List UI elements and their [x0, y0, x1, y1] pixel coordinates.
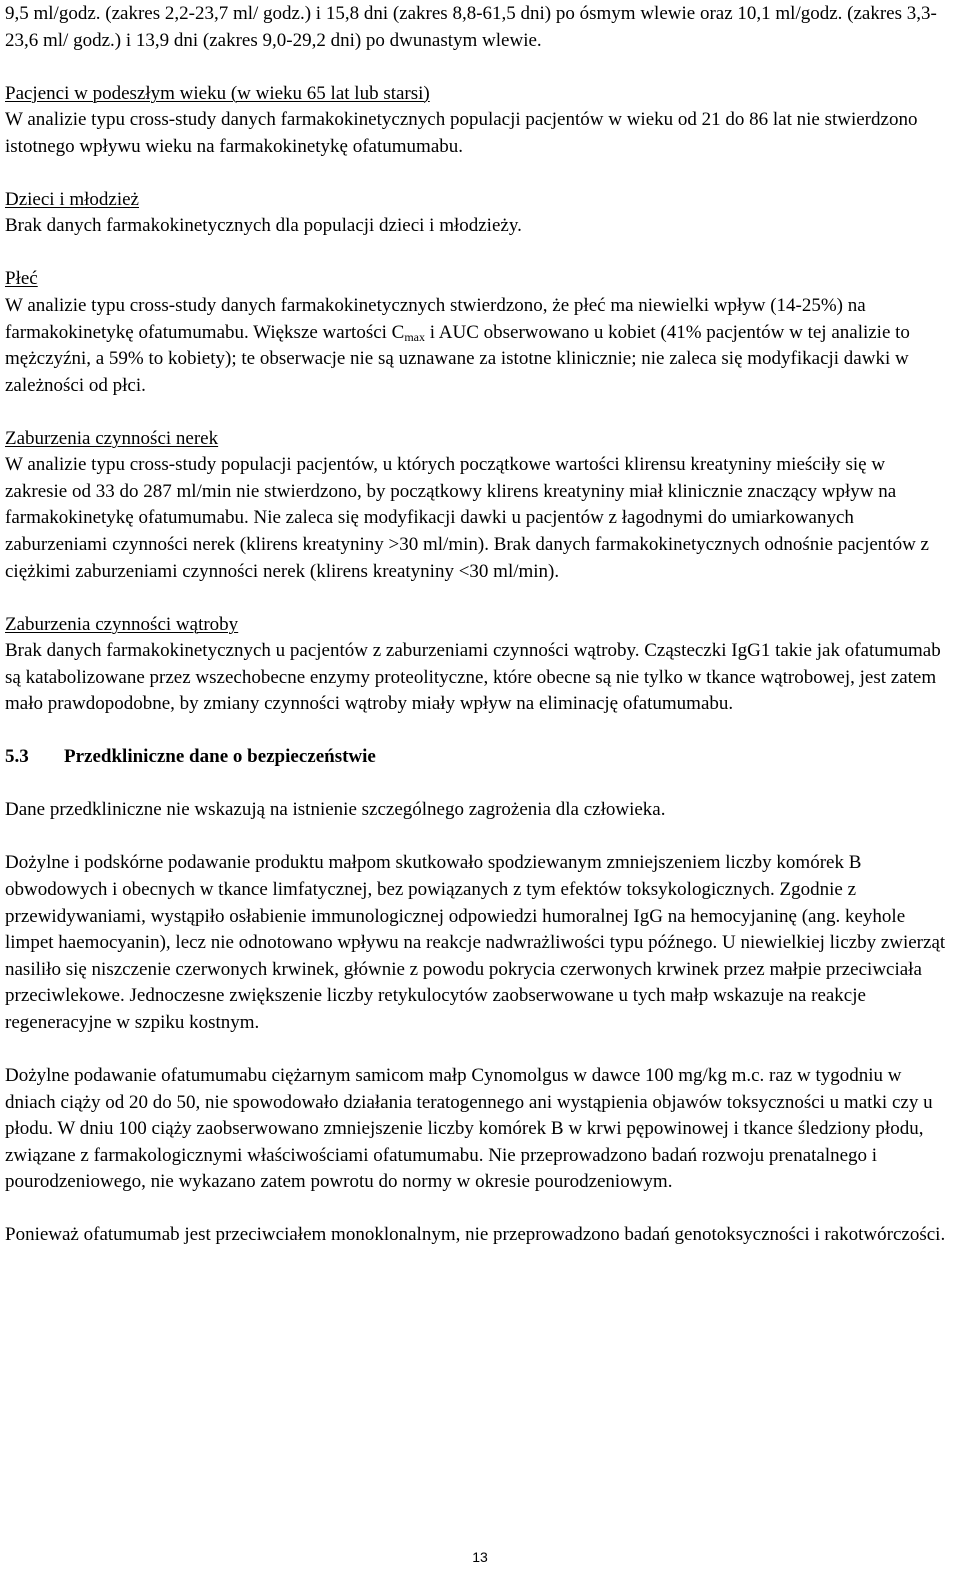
renal-heading: Zaburzenia czynności nerek — [5, 427, 219, 449]
renal-text: W analizie typu cross-study populacji pacjentów, u których początkowe wartości klirensu kreatyniny mieściły się w zakresie od 33 do 287 ml/min nie stwierdzono, by początkowy klirens kreatyniny miał klinicznie znaczący wpływ na farmakokinetykę ofatumumabu. Nie zaleca się modyfikacji dawki u pacjentów z łagodnymi do umiarkowanych zaburzeniami czynności nerek (klirens kreatyniny >30 ml/min). Brak danych farmakokinetycznych odnośnie pacjentów z ciężkimi zaburzeniami czynności nerek (klirens kreatyniny <30 ml/min). — [5, 454, 929, 582]
elderly-heading: Pacjenci w podeszłym wieku (w wieku 65 lat lub starsi) — [5, 82, 430, 104]
section-title: Przedkliniczne dane o bezpieczeństwie — [64, 746, 376, 768]
document-page — [5, 0, 950, 1275]
hepatic-heading: Zaburzenia czynności wątroby — [5, 613, 239, 635]
hepatic-text: Brak danych farmakokinetycznych u pacjentów z zaburzeniami czynności wątroby. Cząsteczki IgG1 takie jak ofatumumab są katabolizowane przez wszechobecne enzymy proteolityczne, które obecne są nie tylko w tkance wątrobowej, jest zatem mało prawdopodobne, by zmiany czynności wątroby miały wpływ na eliminację ofatumumabu. — [5, 640, 941, 715]
preclinical-text-4: Ponieważ ofatumumab jest przeciwciałem monoklonalnym, nie przeprowadzono badań genotoksyczności i rakotwórczości. — [5, 1224, 946, 1246]
preclinical-paragraph-1 — [5, 797, 950, 824]
intro-text: 9,5 ml/godz. (zakres 2,2-23,7 ml/ godz.) i 15,8 dni (zakres 8,8-61,5 dni) po ósmym wlewie oraz 10,1 ml/godz. (zakres 3,3-23,6 ml/ godz.) i 13,9 dni (zakres 9,0-29,2 dni) po dwunastym wlewie. — [5, 3, 937, 51]
preclinical-paragraph-2 — [5, 850, 950, 1036]
section-number: 5.3 — [5, 746, 29, 768]
hepatic-section — [5, 612, 950, 718]
children-heading: Dzieci i młodzież — [5, 188, 139, 210]
gender-text-before: W analizie typu cross-study danych farmakokinetycznych stwierdzono, że płeć ma niewielki wpływ (14-25%) na farmakokinetykę ofatumumabu. Większe wartości C — [5, 294, 866, 343]
page-number: 13 — [472, 1549, 488, 1565]
gender-section — [5, 266, 950, 399]
intro-paragraph — [5, 1, 950, 54]
preclinical-text-2: Dożylne i podskórne podawanie produktu małpom skutkowało spodziewanym zmniejszeniem liczby komórek B obwodowych i obecnych w tkance limfatycznej, bez powiązanych z tym efektów toksykologicznych. Zgodnie z przewidywaniami, wystąpiło osłabienie immunologicznej odpowiedzi humoralnej IgG na hemocyjaninę (ang. keyhole limpet haemocyanin), lecz nie odnotowano wpływu na reakcje nadwrażliwości typu późnego. U niewielkiej liczby zwierząt nasiliło się niszczenie czerwonych krwinek, głównie z powodu pokrycia czerwonych krwinek przez małpie przeciwciała przeciwlekowe. Jednoczesne zwiększenie liczby retykulocytów zaobserwowane u tych małp wskazuje na reakcje regeneracyjne w szpiku kostnym. — [5, 852, 946, 1033]
gender-text-after: i AUC obserwowano u kobiet (41% pacjentów w tej analizie to mężczyźni, a 59% to kobiety); te obserwacje nie są uznawane za istotne klinicznie; nie zaleca się modyfikacji dawki w zależności od płci. — [5, 321, 910, 396]
preclinical-paragraph-4 — [5, 1222, 950, 1249]
gender-text — [5, 293, 950, 399]
elderly-section — [5, 81, 950, 161]
children-section — [5, 187, 950, 240]
children-text: Brak danych farmakokinetycznych dla populacji dzieci i młodzieży. — [5, 215, 522, 237]
renal-section — [5, 426, 950, 586]
cmax-subscript: max — [404, 329, 426, 344]
preclinical-paragraph-3 — [5, 1063, 950, 1196]
section-heading — [5, 744, 950, 771]
elderly-text: W analizie typu cross-study danych farmakokinetycznych populacji pacjentów w wieku od 21 do 86 lat nie stwierdzono istotnego wpływu wieku na farmakokinetykę ofatumumabu. — [5, 109, 918, 157]
gender-heading: Płeć — [5, 268, 38, 290]
preclinical-text-3: Dożylne podawanie ofatumumabu ciężarnym samicom małp Cynomolgus w dawce 100 mg/kg m.c. raz w tygodniu w dniach ciąży od 20 do 50, nie spowodowało działania teratogennego ani wystąpienia objawów toksyczności u matki czy u płodu. W dniu 100 ciąży zaobserwowano zmniejszenie liczby komórek B w krwi pępowinowej i tkance śledziony płodu, związane z farmakologicznymi właściwościami ofatumumabu. Nie przeprowadzono badań rozwoju prenatalnego i pourodzeniowego, nie wykazano zatem powrotu do normy w okresie pourodzeniowym. — [5, 1064, 933, 1193]
preclinical-text-1: Dane przedkliniczne nie wskazują na istnienie szczególnego zagrożenia dla człowieka. — [5, 799, 666, 821]
